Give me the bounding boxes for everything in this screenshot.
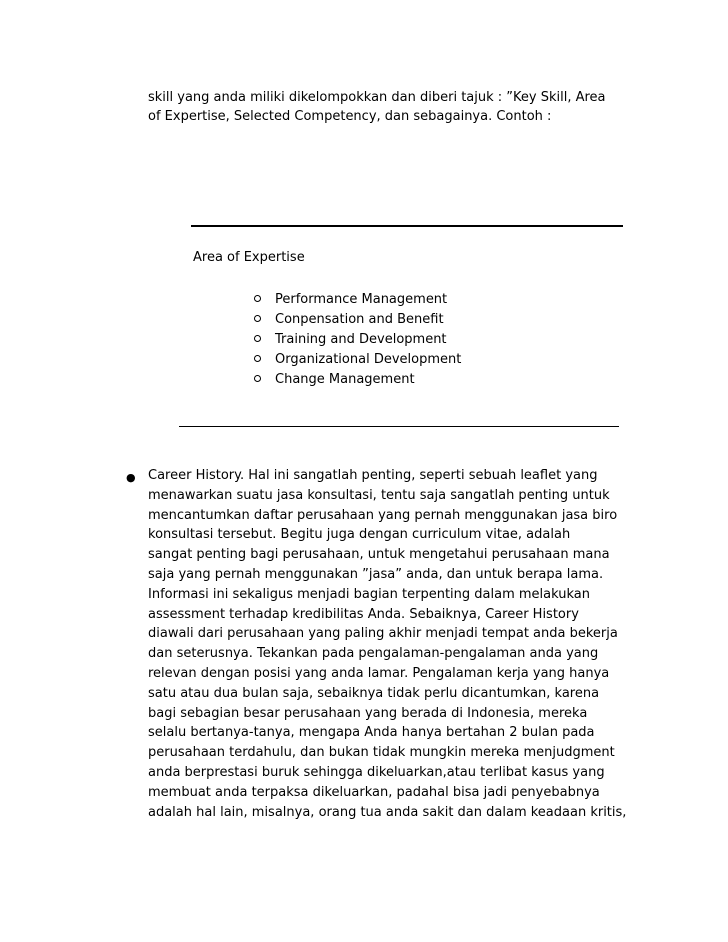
list-item (254, 370, 461, 390)
list-item (254, 310, 461, 330)
paragraph-line: saja yang pernah menggunakan ”jasa” anda, dan untuk berapa lama. (148, 566, 604, 582)
paragraph-line: Informasi ini sekaligus menjadi bagian terpenting dalam melakukan (148, 586, 590, 602)
paragraph-line: Career History. Hal ini sangatlah penting, seperti sebuah leaflet yang (148, 468, 598, 483)
paragraph-line: sangat penting bagi perusahaan, untuk mengetahui perusahaan mana (148, 547, 610, 563)
circle-bullet-icon (254, 295, 261, 302)
paragraph-line: selalu bertanya-tanya, mengapa Anda hanya bertahan 2 bulan pada (148, 725, 595, 741)
paragraph-line: relevan dengan posisi yang anda lamar. Pengalaman kerja yang hanya (148, 665, 610, 681)
bullet-icon: ● (126, 471, 136, 484)
intro-paragraph (148, 88, 628, 126)
paragraph-line: adalah hal lain, misalnya, orang tua anda sakit dan dalam keadaan kritis, (148, 804, 627, 820)
intro-line: of Expertise, Selected Competency, dan sebagainya. Contoh : (148, 109, 552, 124)
intro-line: skill yang anda miliki dikelompokkan dan diberi tajuk : ”Key Skill, Area (148, 90, 606, 105)
paragraph-line: konsultasi tersebut. Begitu juga dengan curriculum vitae, adalah (148, 527, 571, 543)
list-item (254, 330, 461, 350)
skill-label: Change Management (275, 372, 415, 387)
skill-label: Training and Development (275, 332, 447, 347)
skill-label: Performance Management (275, 292, 448, 307)
paragraph-line: perusahaan terdahulu, dan bukan tidak mungkin mereka menjudgment (148, 745, 615, 761)
paragraph-line: diawali dari perusahaan yang paling akhir menjadi tempat anda bekerja (148, 626, 618, 642)
skills-list (254, 290, 461, 390)
career-history-paragraph (148, 466, 628, 822)
example-bottom-rule (179, 426, 619, 427)
skill-label: Conpensation and Benefit (275, 312, 444, 327)
paragraph-line: mencantumkan daftar perusahaan yang pernah menggunakan jasa biro (148, 507, 618, 523)
example-title: Area of Expertise (193, 250, 305, 265)
paragraph-line: assessment terhadap kredibilitas Anda. Sebaiknya, Career History (148, 606, 579, 622)
paragraph-line: membuat anda terpaksa dikeluarkan, padahal bisa jadi penyebabnya (148, 784, 600, 800)
paragraph-line: bagi sebagian besar perusahaan yang berada di Indonesia, mereka (148, 705, 588, 721)
list-item (254, 290, 461, 310)
paragraph-line: anda berprestasi buruk sehingga dikeluarkan,atau terlibat kasus yang (148, 764, 605, 780)
circle-bullet-icon (254, 335, 261, 342)
paragraph-line: dan seterusnya. Tekankan pada pengalaman-pengalaman anda yang (148, 646, 599, 662)
skill-label: Organizational Development (275, 352, 462, 367)
circle-bullet-icon (254, 375, 261, 382)
paragraph-line: menawarkan suatu jasa konsultasi, tentu saja sangatlah penting untuk (148, 487, 610, 503)
list-item (254, 350, 461, 370)
example-top-rule (191, 225, 623, 227)
circle-bullet-icon (254, 315, 261, 322)
circle-bullet-icon (254, 355, 261, 362)
paragraph-line: satu atau dua bulan saja, sebaiknya tidak perlu dicantumkan, karena (148, 685, 600, 701)
